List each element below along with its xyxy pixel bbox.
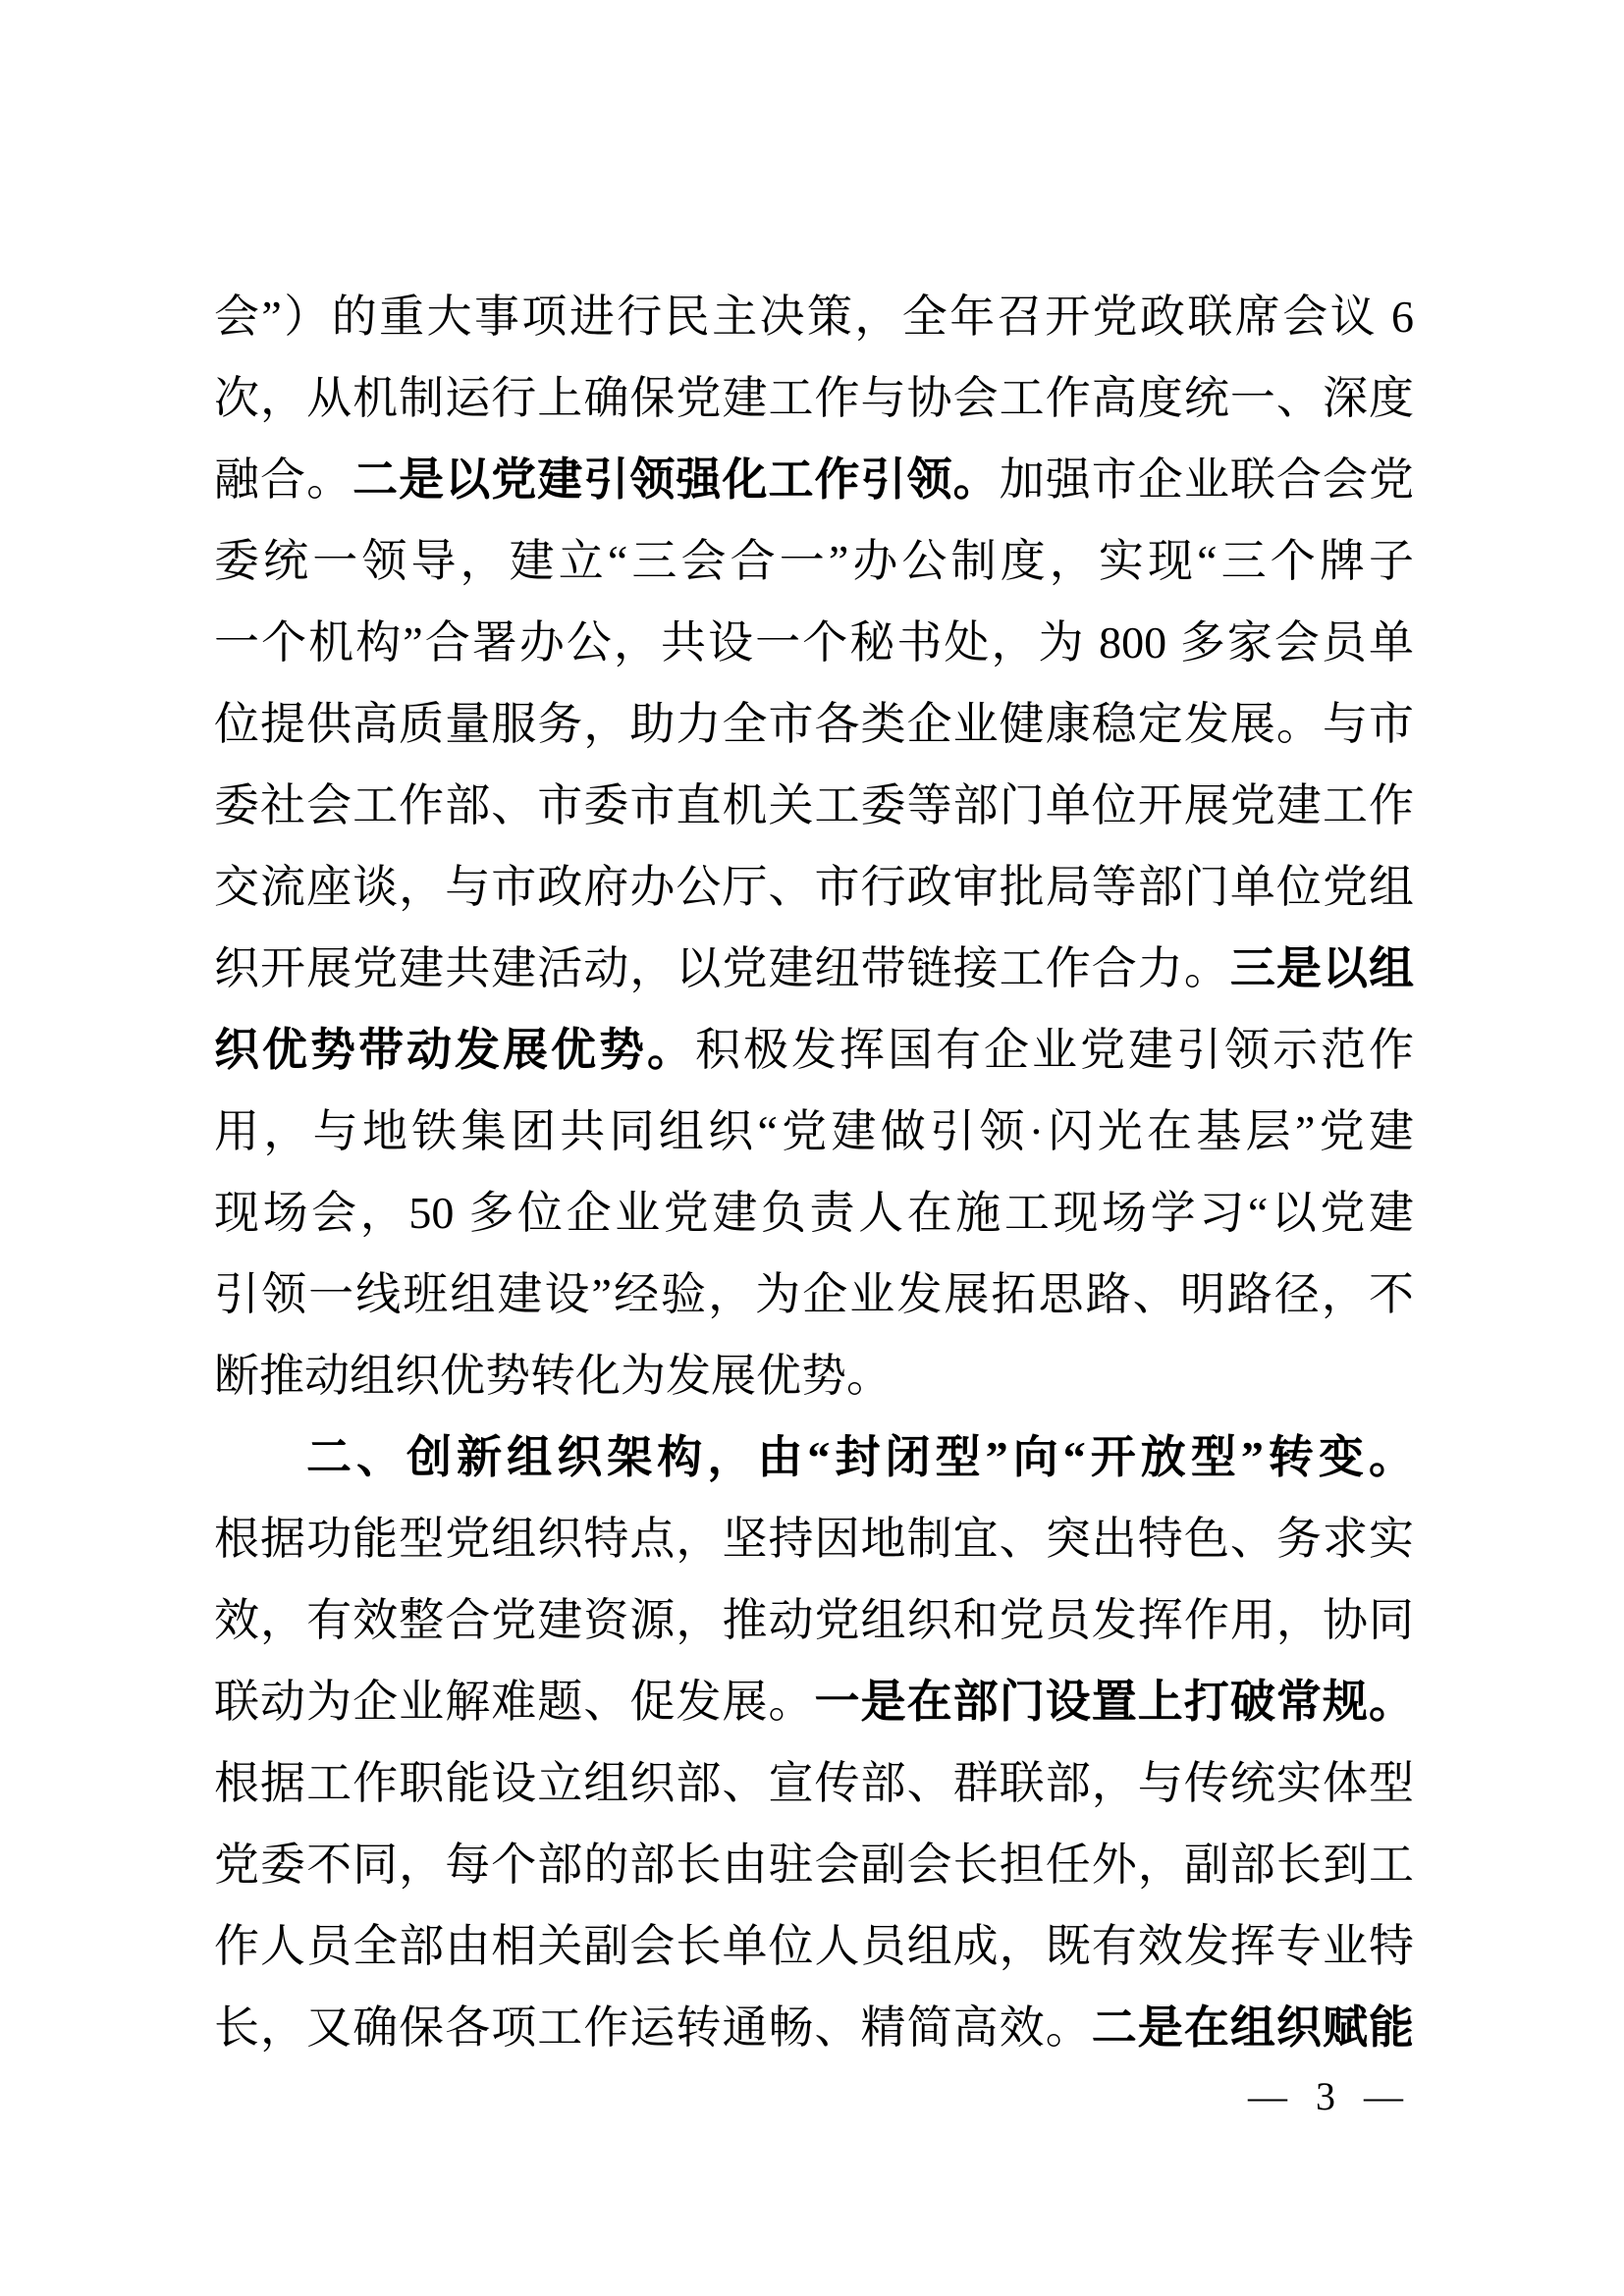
- text-line: [214, 1498, 1414, 1579]
- body-text: 作人员全部由相关副会长单位人员组成，既有效发挥专业特: [214, 1921, 1414, 1971]
- body-text: 引领一线班组建设”经验，为企业发展拓思路、明路径，不: [214, 1269, 1414, 1319]
- text-line: [214, 1824, 1414, 1905]
- page-number: 3: [1316, 2074, 1335, 2118]
- text-line: [214, 1579, 1414, 1661]
- text-line: [214, 1987, 1414, 2068]
- body-text: 融合。: [214, 454, 353, 505]
- footer-right-dash: —: [1364, 2074, 1403, 2118]
- body-text: 会”）的重大事项进行民主决策，全年召开党政联席会议 6: [214, 292, 1414, 342]
- body-text: 现场会，50 多位企业党建负责人在施工现场学习“以党建: [214, 1188, 1414, 1238]
- body-text: 织开展党建共建活动，以党建纽带链接工作合力。: [214, 943, 1230, 993]
- text-line: [214, 1661, 1414, 1742]
- body-text: 根据工作职能设立组织部、宣传部、群联部，与传统实体型: [214, 1758, 1414, 1808]
- text-line: [214, 1172, 1414, 1254]
- body-text: 委社会工作部、市委市直机关工委等部门单位开展党建工作: [214, 780, 1414, 830]
- text-line: [214, 928, 1414, 1009]
- text-line: [214, 1335, 1414, 1416]
- emphasis-text: 二是以党建引领强化工作引领。: [352, 454, 1000, 505]
- text-line: [214, 1254, 1414, 1335]
- body-text: 效，有效整合党建资源，推动党组织和党员发挥作用，协同: [214, 1595, 1414, 1645]
- text-line: [214, 1009, 1414, 1091]
- body-text: 断推动组织优势转化为发展优势。: [214, 1351, 892, 1401]
- body-text: 一个机构”合署办公，共设一个秘书处，为 800 多家会员单: [214, 617, 1414, 667]
- body-text: 位提供高质量服务，助力全市各类企业健康稳定发展。与市: [214, 699, 1414, 749]
- body-text: 党委不同，每个部的部长由驻会副会长担任外，副部长到工: [214, 1840, 1414, 1890]
- text-line: [214, 276, 1414, 357]
- body-text: 联动为企业解难题、促发展。: [214, 1677, 815, 1727]
- footer-left-dash: —: [1248, 2074, 1287, 2118]
- body-text: 根据功能型党组织特点，坚持因地制宜、突出特色、务求实: [214, 1514, 1414, 1564]
- emphasis-text: 二、创新组织架构，由“封闭型”向“开放型”转变。: [306, 1432, 1414, 1482]
- emphasis-text: 三是以组: [1229, 943, 1415, 993]
- emphasis-text: 织优势带动发展优势。: [214, 1025, 695, 1075]
- document-body: [214, 276, 1414, 2068]
- text-line: [214, 1905, 1414, 1987]
- text-line: [214, 439, 1414, 520]
- body-text: 次，从机制运行上确保党建工作与协会工作高度统一、深度: [214, 373, 1414, 423]
- body-text: 交流座谈，与市政府办公厅、市行政审批局等部门单位党组: [214, 862, 1414, 912]
- text-line: [214, 1091, 1414, 1172]
- body-text: 积极发挥国有企业党建引领示范作: [695, 1025, 1414, 1075]
- page-footer: [1248, 2067, 1403, 2126]
- text-line: [214, 520, 1414, 602]
- text-line: [214, 1742, 1414, 1824]
- text-line: [214, 846, 1414, 928]
- text-line: [214, 765, 1414, 846]
- emphasis-text: 一是在部门设置上打破常规。: [814, 1677, 1415, 1727]
- emphasis-text: 二是在组织赋能: [1091, 2002, 1415, 2053]
- body-text: 用，与地铁集团共同组织“党建做引领·闪光在基层”党建: [214, 1106, 1414, 1156]
- text-line: [214, 602, 1414, 683]
- body-text: 长，又确保各项工作运转通畅、精简高效。: [214, 2002, 1092, 2053]
- text-line: [214, 1416, 1414, 1498]
- body-text: 委统一领导，建立“三会合一”办公制度，实现“三个牌子: [214, 536, 1414, 586]
- text-line: [214, 357, 1414, 439]
- text-line: [214, 683, 1414, 765]
- body-text: 加强市企业联合会党: [999, 454, 1415, 505]
